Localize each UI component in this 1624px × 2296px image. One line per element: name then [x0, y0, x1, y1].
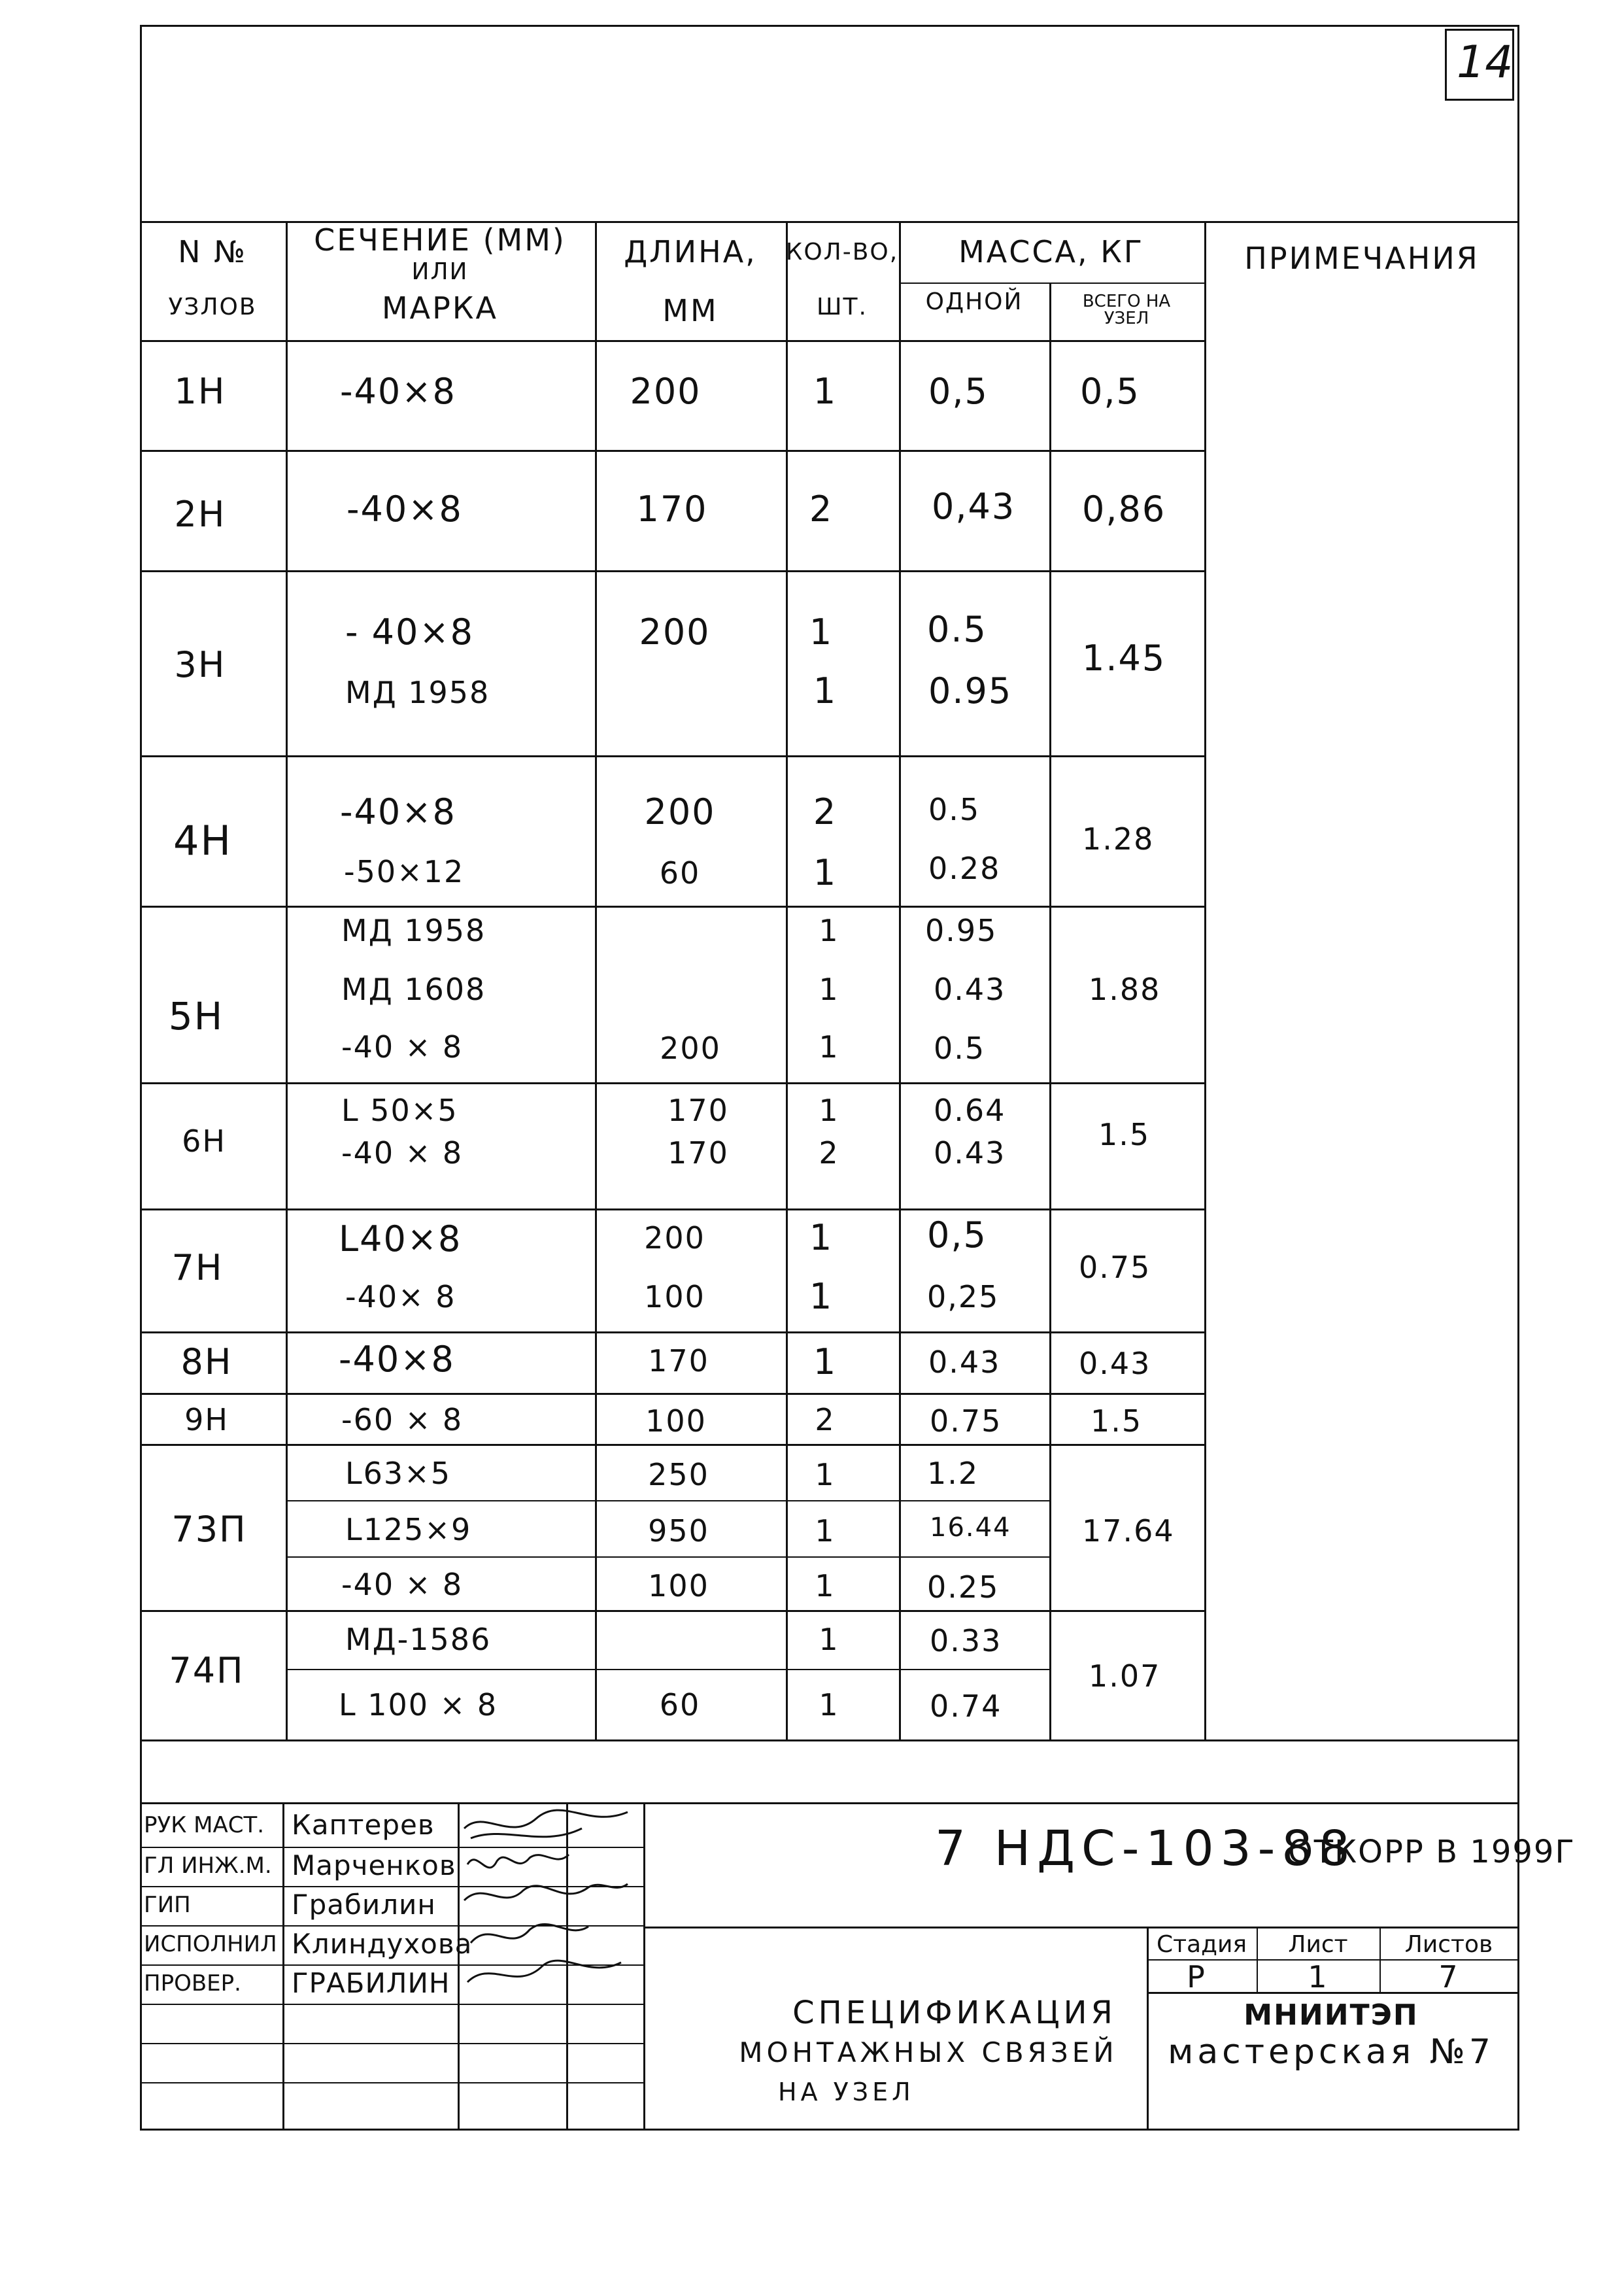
- mass-5n-3: 0.5: [934, 1031, 986, 1066]
- row-line-10: [140, 1610, 1204, 1612]
- qty-73p-3: 1: [815, 1568, 836, 1603]
- sheets-label: Листов: [1404, 1931, 1493, 1958]
- total-8n: 0.43: [1079, 1346, 1151, 1381]
- total-6n: 1.5: [1098, 1117, 1151, 1152]
- stamp-code-line: [643, 1927, 1519, 1928]
- section-73p-3: -40 × 8: [341, 1567, 464, 1602]
- section-9n-1: -60 × 8: [341, 1402, 464, 1437]
- document-code: 7 НДС-103-88: [935, 1821, 1357, 1877]
- section-6n-1: L 50×5: [341, 1093, 458, 1128]
- row-line-7: [140, 1331, 1204, 1333]
- node-9n: 9Н: [184, 1402, 229, 1437]
- section-5n-1: МД 1958: [341, 913, 486, 948]
- qty-7n-2: 1: [809, 1276, 834, 1317]
- stamp-name-3: Грабилин: [292, 1889, 436, 1921]
- length-1n-1: 200: [630, 371, 702, 412]
- mass-5n-1: 0.95: [925, 913, 998, 948]
- row-line-8: [140, 1393, 1204, 1395]
- mass-4n-1: 0.5: [928, 792, 981, 827]
- section-7n-2: -40× 8: [345, 1279, 456, 1314]
- col-line-3: [786, 221, 788, 1739]
- section-73p-1: L63×5: [345, 1456, 451, 1491]
- mass-6n-2: 0.43: [934, 1135, 1006, 1171]
- stamp-row-5: [140, 2004, 643, 2005]
- qty-5n-3: 1: [819, 1029, 839, 1065]
- header-qty-unit: ШТ.: [817, 294, 868, 320]
- qty-4n-2: 1: [813, 852, 837, 893]
- mass-5n-2: 0.43: [934, 972, 1006, 1007]
- qty-6n-1: 1: [819, 1093, 839, 1128]
- row-line-6: [140, 1208, 1204, 1210]
- node-74p: 74П: [169, 1650, 245, 1691]
- stamp-role-2: ГЛ ИНЖ.М.: [144, 1853, 272, 1879]
- node-6n: 6Н: [182, 1123, 226, 1159]
- length-73p-3: 100: [648, 1568, 709, 1603]
- mass-74p-2: 0.74: [930, 1688, 1002, 1724]
- stamp-name-4: Клиндухова: [292, 1928, 473, 1960]
- header-length-unit: ММ: [662, 293, 719, 328]
- row-line-5: [140, 1082, 1204, 1084]
- qty-8n-1: 1: [813, 1341, 837, 1382]
- mass-9n-1: 0.75: [930, 1403, 1002, 1439]
- stamp-role-5: ПРОВЕР.: [144, 1970, 241, 1996]
- col-line-2: [595, 221, 597, 1739]
- length-74p-2: 60: [659, 1687, 701, 1722]
- qty-73p-1: 1: [815, 1457, 836, 1492]
- header-node-label: УЗЛОВ: [168, 294, 257, 320]
- node-8n: 8Н: [180, 1341, 233, 1382]
- row-line-73b: [286, 1556, 1049, 1558]
- total-2n: 0,86: [1082, 488, 1166, 530]
- section-7n-1: L40×8: [339, 1218, 462, 1259]
- header-notes: ПРИМЕЧАНИЯ: [1244, 241, 1480, 276]
- header-mass: МАССА, КГ: [958, 234, 1144, 269]
- sheet-value: 1: [1308, 1959, 1328, 1995]
- length-73p-1: 250: [648, 1457, 709, 1492]
- mass-1n-1: 0,5: [928, 371, 989, 412]
- qty-1n-1: 1: [813, 371, 837, 412]
- length-2n-1: 170: [636, 488, 708, 530]
- length-9n-1: 100: [645, 1403, 707, 1439]
- stamp-role-4: ИСПОЛНИЛ: [144, 1931, 277, 1957]
- section-74p-2: L 100 × 8: [339, 1687, 498, 1722]
- col-line-1: [286, 221, 288, 1739]
- qty-3n-1: 1: [809, 611, 834, 653]
- section-1n-1: -40×8: [340, 371, 456, 412]
- drawing-title-line2: МОНТАЖНЫХ СВЯЗЕЙ: [739, 2036, 1118, 2068]
- section-74p-1: МД-1586: [345, 1622, 492, 1657]
- header-section-mark: МАРКА: [381, 290, 499, 326]
- qty-2n-1: 2: [809, 488, 834, 530]
- length-4n-2: 60: [659, 855, 701, 891]
- drawing-title-line1: СПЕЦИФИКАЦИЯ: [792, 1995, 1117, 2031]
- total-5n: 1.88: [1089, 972, 1161, 1007]
- stamp-name-5: ГРАБИЛИН: [292, 1967, 450, 1999]
- stamp-row-7: [140, 2082, 643, 2083]
- qty-74p-2: 1: [819, 1687, 839, 1722]
- qty-3n-2: 1: [813, 670, 837, 711]
- stage-label: Стадия: [1156, 1931, 1247, 1958]
- mass-8n-1: 0.43: [928, 1345, 1001, 1380]
- sheet-number: 14: [1457, 37, 1514, 88]
- row-line-9: [140, 1444, 1204, 1446]
- sheet-label: Лист: [1288, 1931, 1348, 1958]
- header-length: ДЛИНА,: [624, 234, 757, 269]
- section-5n-2: МД 1608: [341, 972, 486, 1007]
- qty-4n-1: 2: [813, 791, 837, 832]
- total-73p: 17.64: [1082, 1513, 1175, 1549]
- mass-6n-1: 0.64: [934, 1093, 1006, 1128]
- qty-7n-1: 1: [809, 1217, 834, 1258]
- section-3n-2: МД 1958: [345, 675, 490, 710]
- section-73p-2: L125×9: [345, 1512, 472, 1547]
- length-6n-1: 170: [668, 1093, 729, 1128]
- mass-7n-2: 0,25: [927, 1279, 1000, 1314]
- stamp-name-1: Каптерев: [292, 1809, 435, 1841]
- section-2n-1: -40×8: [347, 488, 463, 530]
- header-bottom-line: [140, 340, 1204, 342]
- qty-74p-1: 1: [819, 1622, 839, 1657]
- mass-7n-1: 0,5: [927, 1214, 987, 1256]
- stamp-name-2: Марченков: [292, 1849, 456, 1881]
- length-3n-1: 200: [639, 611, 711, 653]
- sheets-value: 7: [1438, 1959, 1459, 1995]
- node-5n: 5Н: [168, 994, 224, 1038]
- qty-73p-2: 1: [815, 1513, 836, 1549]
- table-bottom-line: [140, 1739, 1519, 1741]
- row-line-73a: [286, 1500, 1049, 1501]
- stamp-role-3: ГИП: [144, 1892, 191, 1918]
- node-73p: 73П: [171, 1509, 247, 1550]
- col-line-4: [899, 221, 901, 1739]
- mass-3n-1: 0.5: [927, 609, 987, 650]
- stamp-info-divider: [1147, 1927, 1149, 2131]
- length-5n-3: 200: [660, 1031, 721, 1066]
- length-6n-2: 170: [668, 1135, 729, 1171]
- length-4n-1: 200: [644, 791, 716, 832]
- qty-5n-1: 1: [819, 913, 839, 948]
- length-7n-1: 200: [644, 1220, 705, 1256]
- section-4n-2: -50×12: [344, 854, 465, 889]
- stamp-top-line: [140, 1802, 1519, 1804]
- qty-5n-2: 1: [819, 972, 839, 1007]
- length-73p-2: 950: [648, 1513, 709, 1549]
- qty-9n-1: 2: [815, 1402, 836, 1437]
- mass-73p-1: 1.2: [927, 1456, 979, 1491]
- total-7n: 0.75: [1079, 1250, 1151, 1285]
- mass-4n-2: 0.28: [928, 851, 1001, 886]
- header-section-or: ИЛИ: [411, 258, 469, 285]
- stamp-col-1: [282, 1802, 284, 2131]
- header-mass-total: ВСЕГО НА УЗЕЛ: [1082, 292, 1171, 328]
- row-line-74a: [286, 1669, 1049, 1670]
- total-1n: 0,5: [1080, 371, 1140, 412]
- stage-value: Р: [1187, 1959, 1206, 1995]
- organisation-name: МНИИТЭП: [1243, 1998, 1419, 2032]
- section-3n-1: - 40×8: [345, 611, 474, 653]
- col-line-6: [1204, 221, 1206, 1739]
- header-node-no: N №: [178, 234, 247, 269]
- node-2n: 2Н: [174, 494, 226, 535]
- node-1n: 1Н: [174, 371, 226, 412]
- section-8n-1: -40×8: [339, 1339, 455, 1380]
- signature-1: [458, 1802, 654, 1998]
- qty-6n-2: 2: [819, 1135, 839, 1171]
- length-7n-2: 100: [644, 1279, 705, 1314]
- total-4n: 1.28: [1082, 821, 1155, 857]
- total-9n: 1.5: [1091, 1403, 1143, 1439]
- total-3n: 1.45: [1082, 638, 1166, 679]
- mass-74p-1: 0.33: [930, 1623, 1002, 1658]
- col-line-5: [1049, 283, 1051, 1739]
- mass-2n-1: 0,43: [932, 486, 1016, 527]
- section-5n-3: -40 × 8: [341, 1029, 464, 1065]
- node-4n: 4Н: [173, 817, 233, 865]
- stamp-role-1: РУК МАСТ.: [144, 1812, 265, 1838]
- total-74p: 1.07: [1089, 1658, 1161, 1694]
- row-line-1: [140, 450, 1204, 452]
- node-3n: 3Н: [174, 644, 226, 685]
- section-6n-2: -40 × 8: [341, 1135, 464, 1171]
- stamp-row-6: [140, 2043, 643, 2044]
- row-line-3: [140, 755, 1204, 757]
- section-4n-1: -40×8: [340, 791, 456, 832]
- mass-3n-2: 0.95: [928, 670, 1013, 711]
- header-section: СЕЧЕНИЕ (ММ): [314, 222, 566, 258]
- node-7n: 7Н: [171, 1247, 224, 1288]
- mass-73p-2: 16.44: [930, 1513, 1011, 1543]
- document-correction-note: ОТКОРР В 1999Г: [1288, 1834, 1576, 1870]
- row-line-4: [140, 906, 1204, 908]
- header-qty: КОЛ-ВО,: [785, 239, 899, 266]
- drawing-title-line3: НА УЗЕЛ: [778, 2078, 915, 2106]
- mass-subheader-line: [899, 283, 1204, 284]
- mass-73p-3: 0.25: [927, 1569, 1000, 1605]
- header-mass-one: ОДНОЙ: [925, 288, 1023, 315]
- row-line-2: [140, 570, 1204, 572]
- length-8n-1: 170: [648, 1343, 709, 1379]
- organisation-workshop: мастерская №7: [1168, 2032, 1495, 2072]
